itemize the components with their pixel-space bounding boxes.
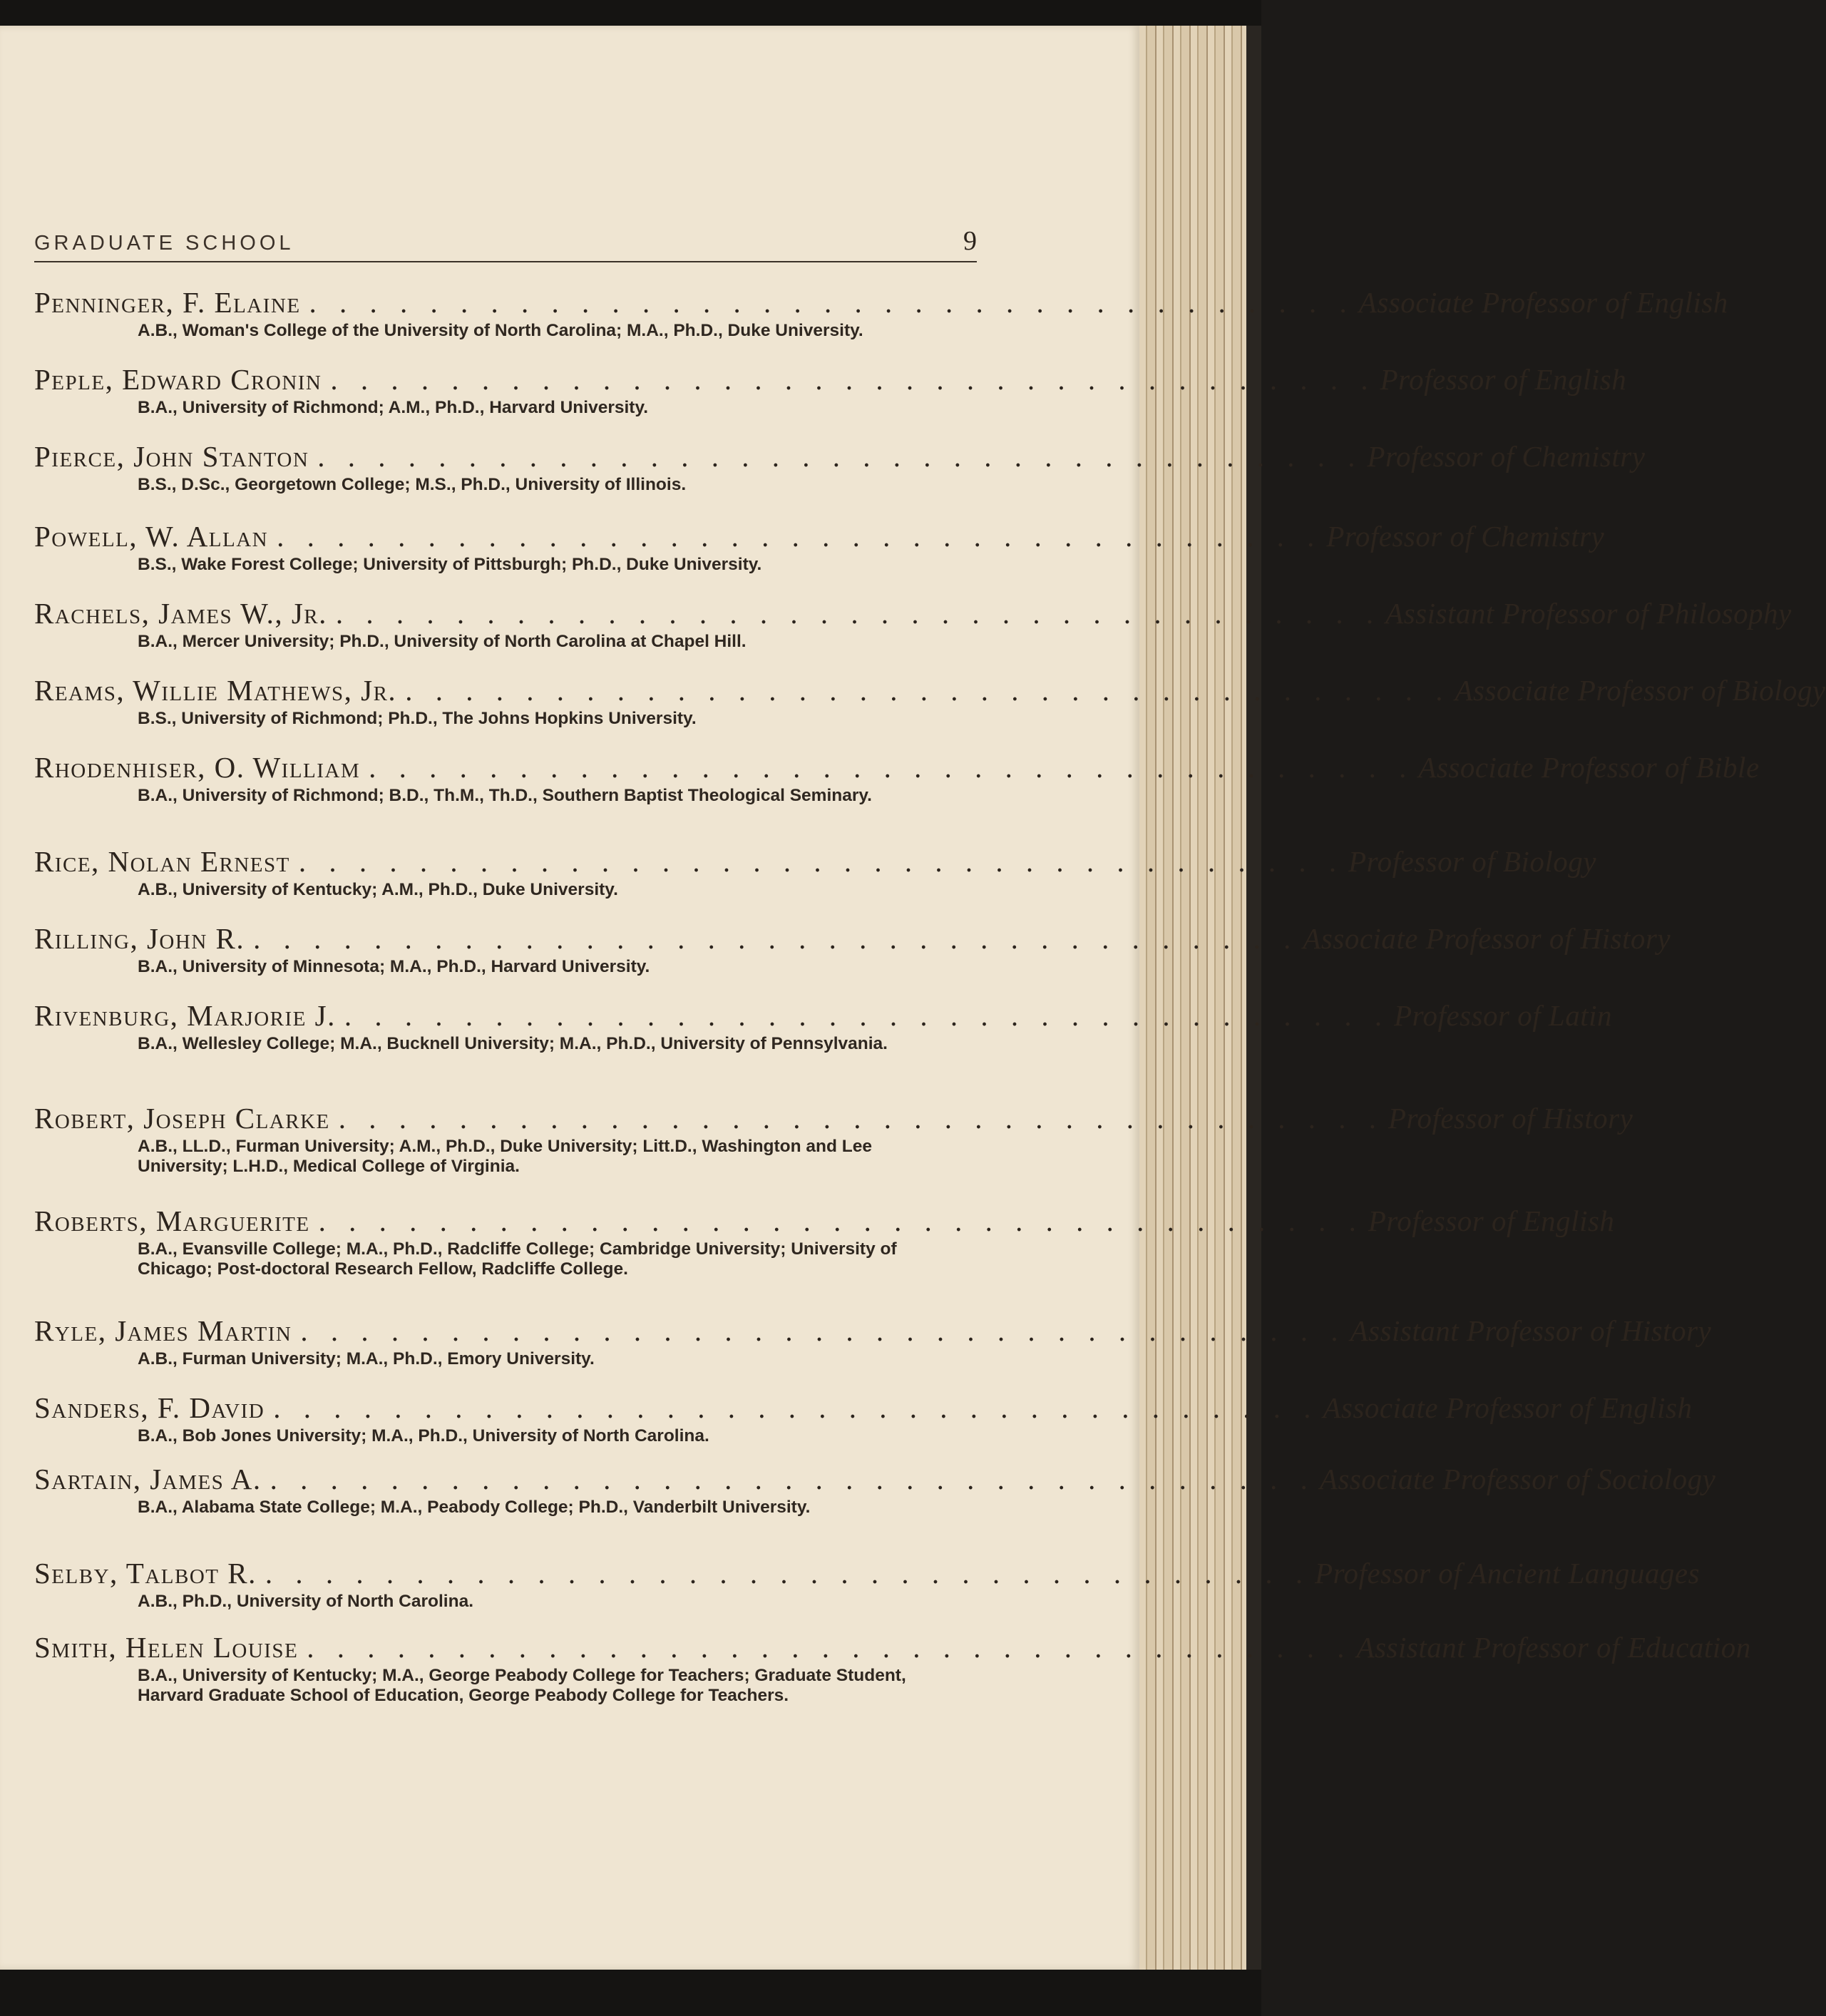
faculty-name: Penninger, F. Elaine <box>34 286 301 319</box>
name-line <box>34 1555 1701 1592</box>
name-line <box>34 518 1605 555</box>
dot-leader: . . . . . . . . . . . . . . . . . . . . . . . . . . . . . . . . . . . <box>369 751 1415 784</box>
faculty-credentials: B.A., Wellesley College; M.A., Bucknell University; M.A., Ph.D., University of Pennsylvania. <box>138 1034 888 1053</box>
faculty-name: Rhodenhiser, O. William <box>34 751 361 784</box>
faculty-title: Assistant Professor of History <box>1350 1314 1712 1347</box>
faculty-credentials: B.A., Evansville College; M.A., Ph.D., Radcliffe College; Cambridge University; University of Chicago; Post-doctoral Research Fellow, Radcliffe College. <box>138 1239 897 1279</box>
faculty-credentials: A.B., Woman's College of the University of North Carolina; M.A., Ph.D., Duke University. <box>138 321 863 340</box>
name-line <box>34 920 1671 957</box>
faculty-title: Professor of English <box>1368 1204 1615 1237</box>
faculty-name: Rilling, John R. <box>34 922 245 955</box>
running-title: GRADUATE SCHOOL <box>34 232 294 255</box>
faculty-entry <box>34 749 1760 843</box>
page-number: 9 <box>963 226 977 256</box>
faculty-title: Assistant Professor of Philosophy <box>1385 597 1792 630</box>
faculty-entry <box>34 518 1605 595</box>
name-line <box>34 997 1612 1034</box>
dot-leader: . . . . . . . . . . . . . . . . . . . . . . . . . . . . . . . . . . . <box>298 845 1345 878</box>
faculty-title: Professor of Ancient Languages <box>1315 1557 1701 1590</box>
faculty-credentials: A.B., LL.D., Furman University; A.M., Ph.D., Duke University; Litt.D., Washington and Lee University; L.H.D., Medical College of Virginia. <box>138 1137 873 1176</box>
name-line <box>34 595 1792 632</box>
name-line <box>34 749 1760 786</box>
dot-leader: . . . . . . . . . . . . . . . . . . . . . . . . . . . . . . . . . . . <box>309 286 1355 319</box>
dot-leader: . . . . . . . . . . . . . . . . . . . . . . . . . . . . . . . . . . . <box>317 440 1363 473</box>
faculty-entry <box>34 438 1646 518</box>
name-line <box>34 438 1646 475</box>
name-line <box>34 1312 1712 1349</box>
faculty-entry <box>34 843 1596 920</box>
faculty-name: Roberts, Marguerite <box>34 1204 310 1237</box>
faculty-title: Associate Professor of English <box>1358 286 1728 319</box>
dot-leader: . . . . . . . . . . . . . . . . . . . . . . . . . . . . . . . . . . . <box>277 520 1323 553</box>
faculty-credentials: B.S., Wake Forest College; University of Pittsburgh; Ph.D., Duke University. <box>138 555 762 574</box>
faculty-list <box>34 284 1826 1729</box>
faculty-name: Ryle, James Martin <box>34 1314 292 1347</box>
dot-leader: . . . . . . . . . . . . . . . . . . . . . . . . . . . . . . . . . . . <box>253 922 1299 955</box>
faculty-name: Powell, W. Allan <box>34 520 269 553</box>
name-line <box>34 1389 1693 1426</box>
faculty-entry <box>34 1312 1712 1389</box>
dot-leader: . . . . . . . . . . . . . . . . . . . . . . . . . . . . . . . . . . . <box>265 1557 1311 1590</box>
faculty-entry <box>34 284 1728 361</box>
name-line <box>34 284 1728 321</box>
faculty-credentials: A.B., Ph.D., University of North Carolina. <box>138 1592 474 1611</box>
name-line <box>34 1460 1716 1498</box>
faculty-credentials: B.S., D.Sc., Georgetown College; M.S., Ph.D., University of Illinois. <box>138 475 687 494</box>
faculty-credentials: B.A., Bob Jones University; M.A., Ph.D., University of North Carolina. <box>138 1426 709 1446</box>
faculty-title: Professor of Chemistry <box>1326 520 1605 553</box>
dot-leader: . . . . . . . . . . . . . . . . . . . . . . . . . . . . . . . . . . . <box>318 1204 1364 1237</box>
name-line <box>34 672 1826 709</box>
faculty-credentials: A.B., University of Kentucky; A.M., Ph.D., Duke University. <box>138 880 618 899</box>
running-head <box>34 221 977 262</box>
name-line <box>34 361 1627 398</box>
faculty-title: Professor of Biology <box>1348 845 1596 878</box>
faculty-entry <box>34 1555 1701 1629</box>
faculty-credentials: B.S., University of Richmond; Ph.D., The Johns Hopkins University. <box>138 709 697 728</box>
faculty-title: Professor of Latin <box>1394 999 1612 1032</box>
faculty-name: Peple, Edward Cronin <box>34 363 322 396</box>
faculty-name: Smith, Helen Louise <box>34 1631 299 1664</box>
dot-leader: . . . . . . . . . . . . . . . . . . . . . . . . . . . . . . . . . . . <box>307 1631 1353 1664</box>
faculty-entry <box>34 672 1826 749</box>
background-top <box>0 0 1261 26</box>
faculty-credentials: B.A., University of Richmond; B.D., Th.M., Th.D., Southern Baptist Theological Seminary. <box>138 786 872 805</box>
faculty-entry <box>34 997 1612 1100</box>
faculty-name: Pierce, John Stanton <box>34 440 309 473</box>
faculty-credentials: B.A., University of Kentucky; M.A., George Peabody College for Teachers; Graduate Student, Harvard Graduate School of Education, George Peabody College for Teachers. <box>138 1666 906 1705</box>
faculty-name: Selby, Talbot R. <box>34 1557 257 1590</box>
faculty-credentials: B.A., Alabama State College; M.A., Peabody College; Ph.D., Vanderbilt University. <box>138 1498 811 1517</box>
dot-leader: . . . . . . . . . . . . . . . . . . . . . . . . . . . . . . . . . . . <box>335 597 1382 630</box>
dot-leader: . . . . . . . . . . . . . . . . . . . . . . . . . . . . . . . . . . . <box>338 1102 1384 1135</box>
faculty-entry <box>34 920 1671 997</box>
faculty-name: Sanders, F. David <box>34 1391 265 1424</box>
faculty-title: Associate Professor of English <box>1323 1391 1693 1424</box>
dot-leader: . . . . . . . . . . . . . . . . . . . . . . . . . . . . . . . . . . . <box>300 1314 1346 1347</box>
faculty-name: Rice, Nolan Ernest <box>34 845 290 878</box>
faculty-title: Professor of English <box>1380 363 1627 396</box>
faculty-title: Associate Professor of History <box>1303 922 1671 955</box>
faculty-name: Rachels, James W., Jr. <box>34 597 327 630</box>
name-line <box>34 843 1596 880</box>
faculty-name: Reams, Willie Mathews, Jr. <box>34 674 397 707</box>
faculty-entry <box>34 1100 1633 1202</box>
faculty-title: Professor of Chemistry <box>1367 440 1646 473</box>
dot-leader: . . . . . . . . . . . . . . . . . . . . . . . . . . . . . . . . . . . <box>273 1391 1319 1424</box>
dot-leader: . . . . . . . . . . . . . . . . . . . . . . . . . . . . . . . . . . . <box>405 674 1451 707</box>
faculty-credentials: B.A., University of Richmond; A.M., Ph.D., Harvard University. <box>138 398 649 417</box>
faculty-title: Professor of History <box>1388 1102 1633 1135</box>
faculty-title: Associate Professor of Sociology <box>1319 1463 1716 1495</box>
background-bottom <box>0 1970 1261 2016</box>
faculty-title: Associate Professor of Bible <box>1418 751 1760 784</box>
faculty-title: Associate Professor of Biology <box>1455 674 1826 707</box>
dot-leader: . . . . . . . . . . . . . . . . . . . . . . . . . . . . . . . . . . . <box>330 363 1376 396</box>
faculty-name: Rivenburg, Marjorie J. <box>34 999 336 1032</box>
name-line <box>34 1202 1615 1239</box>
faculty-title: Assistant Professor of Education <box>1356 1631 1751 1664</box>
faculty-entry <box>34 361 1627 438</box>
dot-leader: . . . . . . . . . . . . . . . . . . . . . . . . . . . . . . . . . . . <box>344 999 1390 1032</box>
faculty-entry <box>34 1460 1716 1555</box>
faculty-entry <box>34 1389 1693 1460</box>
faculty-credentials: B.A., Mercer University; Ph.D., University of North Carolina at Chapel Hill. <box>138 632 747 651</box>
name-line <box>34 1629 1751 1666</box>
faculty-entry <box>34 1202 1615 1312</box>
faculty-credentials: B.A., University of Minnesota; M.A., Ph.D., Harvard University. <box>138 957 650 976</box>
faculty-name: Sartain, James A. <box>34 1463 262 1495</box>
faculty-entry <box>34 1629 1751 1729</box>
faculty-entry <box>34 595 1792 672</box>
name-line <box>34 1100 1633 1137</box>
faculty-name: Robert, Joseph Clarke <box>34 1102 330 1135</box>
faculty-credentials: A.B., Furman University; M.A., Ph.D., Emory University. <box>138 1349 595 1368</box>
dot-leader: . . . . . . . . . . . . . . . . . . . . . . . . . . . . . . . . . . . <box>270 1463 1315 1495</box>
